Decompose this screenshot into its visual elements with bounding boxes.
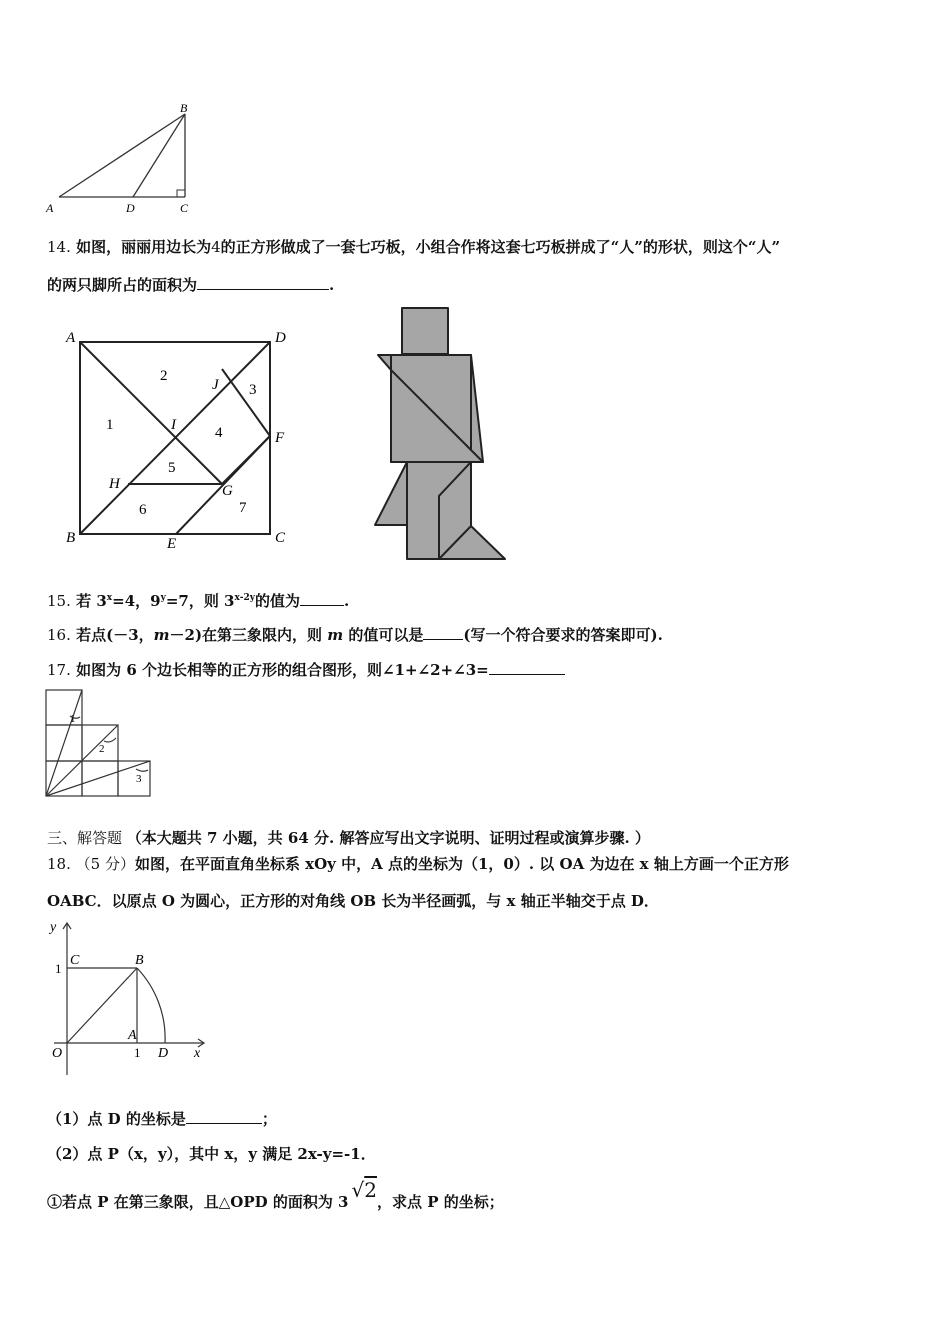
label-c: C	[180, 201, 189, 215]
answer-blank-17[interactable]	[489, 673, 565, 675]
question-18-line2: OABC．以原点 O 为圆心，正方形的对角线 OB 长为半径画弧，与 x 轴正半轴交于点 D．	[47, 892, 659, 910]
point-e: E	[167, 536, 177, 552]
axis-y-label: y	[50, 920, 57, 935]
sqrt-radicand: 2	[364, 1178, 377, 1202]
point-b-label: B	[135, 953, 144, 968]
question-18-part-2-1: ①若点 P 在第三象限，且△OPD 的面积为 3 √2，求点 P 的坐标；	[47, 1178, 504, 1211]
piece-5: 5	[168, 460, 176, 476]
corner-a: A	[66, 330, 76, 346]
section-3-heading: 三、解答题 （本大题共 7 小题，共 64 分. 解答应写出文字说明、证明过程或演算步骤. ）	[47, 829, 650, 847]
point-f: F	[275, 430, 285, 446]
point-i: I	[171, 417, 176, 433]
question-14-line1: 14. 如图，丽丽用边长为4的正方形做成了一套七巧板，小组合作将这套七巧板拼成了“人”的形状，则这个“人”	[47, 238, 781, 256]
question-16: 16. 若点(－3，m－2)在第三象限内，则 m 的值可以是 (写一个符合要求的答案即可).	[47, 626, 663, 644]
question-18-part-1: （1）点 D 的坐标是 ；	[47, 1110, 277, 1128]
label-b: B	[180, 101, 188, 115]
piece-1: 1	[106, 417, 114, 433]
point-j: J	[212, 377, 219, 393]
tick-y-1: 1	[55, 961, 62, 976]
answer-blank-15[interactable]	[300, 604, 344, 606]
origin-o-label: O	[52, 1046, 63, 1061]
question-18-part-2: （2）点 P（x，y），其中 x，y 满足 2x-y=-1．	[47, 1145, 376, 1163]
corner-b: B	[66, 530, 76, 546]
coordinate-figure	[44, 915, 214, 1080]
angle-2-label: 2	[99, 743, 105, 755]
corner-d: D	[275, 330, 286, 346]
tick-x-1: 1	[134, 1045, 141, 1060]
piece-3: 3	[249, 382, 257, 398]
question-14-line2: 的两只脚所占的面积为 .	[47, 276, 335, 294]
answer-blank-14[interactable]	[197, 288, 329, 290]
angle-3-label: 3	[136, 773, 142, 785]
angle-1-label: 1	[70, 713, 76, 725]
piece-2: 2	[160, 368, 168, 384]
question-15: 15. 若 $3^x=4$，$9^y=7$，则 $3^{x-2y}$的值为 .	[47, 592, 350, 610]
tangram-person-figure	[365, 300, 515, 565]
label-a: A	[46, 201, 54, 215]
axis-x-label: x	[194, 1046, 201, 1061]
label-d: D	[126, 201, 135, 215]
squares-angle-figure	[40, 686, 160, 801]
piece-4: 4	[215, 425, 223, 441]
point-d-label: D	[158, 1046, 169, 1061]
answer-blank-18-1[interactable]	[186, 1122, 262, 1124]
corner-c: C	[275, 530, 286, 546]
point-h: H	[109, 476, 120, 492]
point-g: G	[222, 483, 233, 499]
question-18-line1: 18. （5 分）如图，在平面直角坐标系 xOy 中，A 点的坐标为（1，0）. 以 OA 为边在 x 轴上方画一个正方形	[47, 855, 789, 873]
triangle-figure	[40, 98, 200, 218]
point-a-label: A	[128, 1028, 137, 1043]
piece-7: 7	[239, 500, 247, 516]
question-17: 17. 如图为 6 个边长相等的正方形的组合图形，则∠1+∠2+∠3=	[47, 659, 565, 680]
tangram-square-figure	[60, 325, 300, 555]
piece-6: 6	[139, 502, 147, 518]
answer-blank-16[interactable]	[423, 638, 463, 640]
point-c-label: C	[70, 953, 80, 968]
